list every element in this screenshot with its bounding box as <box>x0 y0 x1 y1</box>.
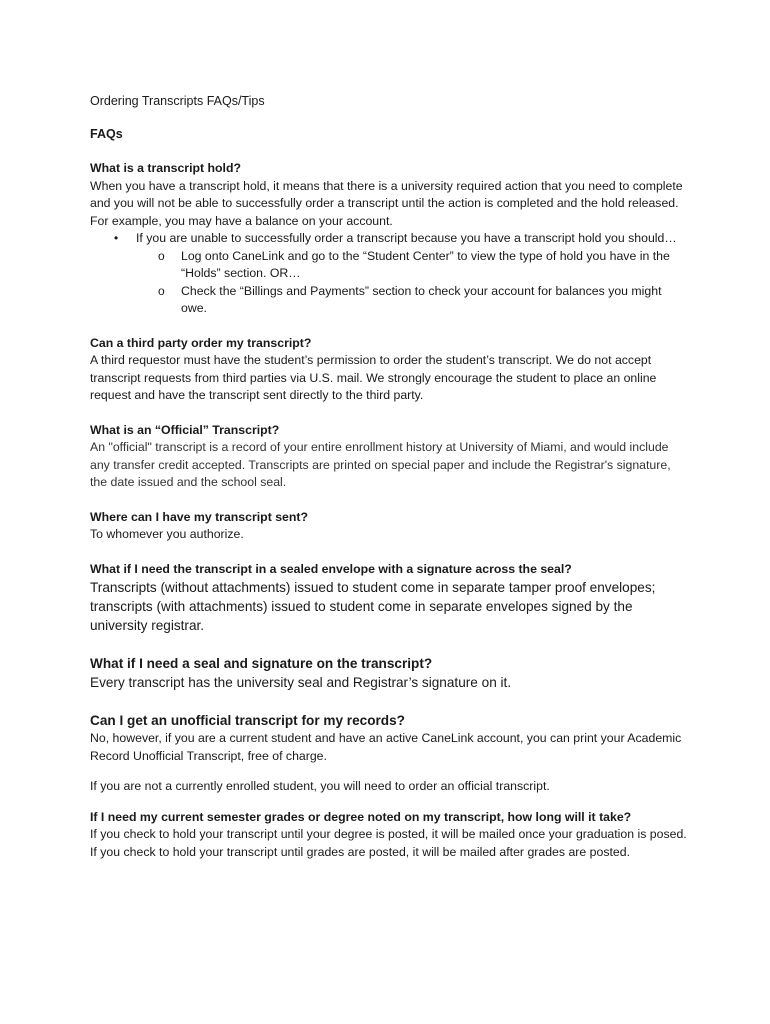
faq-question: What is a transcript hold? <box>90 161 241 175</box>
bullet-text: If you are unable to successfully order a transcript because you have a transcript hold you should… <box>136 231 677 245</box>
circle-bullet-icon: o <box>158 283 165 298</box>
faq-answer: Transcripts (without attachments) issued to student come in separate tamper proof envelopes; transcripts (with attachments) issued to student come in separate envelopes signed by the university registrar. <box>90 580 656 633</box>
faq-third-party <box>90 335 690 405</box>
faq-question: Can a third party order my transcript? <box>90 335 312 350</box>
sub-item <box>158 248 690 283</box>
faq-official-transcript <box>90 422 690 492</box>
faq-where-sent <box>90 509 690 544</box>
faq-seal-signature <box>90 654 690 692</box>
circle-bullet-icon: o <box>158 248 165 263</box>
faq-transcript-hold <box>90 160 690 318</box>
faq-question: If I need my current semester grades or degree noted on my transcript, how long will it take? <box>90 809 632 824</box>
sub-item-text: Check the “Billings and Payments” section to check your account for balances you might owe. <box>181 283 662 315</box>
document-title: Ordering Transcripts FAQs/Tips <box>90 94 265 108</box>
sub-list <box>136 248 690 318</box>
faq-question: Can I get an unofficial transcript for my records? <box>90 713 405 728</box>
faq-answer: No, however, if you are a current student and have an active CaneLink account, you can print your Academic Record Unofficial Transcript, free of charge. <box>90 731 682 763</box>
faq-grades-timing <box>90 809 690 862</box>
faq-answer: Every transcript has the university seal and Registrar’s signature on it. <box>90 675 512 690</box>
document-page <box>90 93 690 861</box>
faq-answer: An "official" transcript is a record of your entire enrollment history at University of Miami, and would include any transfer credit accepted. Transcripts are printed on special paper and include the Registrar's signature, the date issued and the school seal. <box>90 440 671 489</box>
bullet-icon: • <box>114 231 119 245</box>
faq-sealed-envelope <box>90 561 690 636</box>
faq-answer: A third requestor must have the student’s permission to order the student’s transcript. We do not accept transcript requests from third parties via U.S. mail. We strongly encourage the student to place an online request and have the transcript sent directly to the third party. <box>90 353 657 402</box>
faq-unofficial <box>90 711 690 796</box>
faq-answer: If you check to hold your transcript until your degree is posted, it will be mailed once your graduation is posed. If you check to hold your transcript until grades are posted, it will be mailed after grades are posted. <box>90 827 687 859</box>
faq-answer: When you have a transcript hold, it means that there is a university required action that you need to complete and you will not be able to successfully order a transcript until the action is completed and the hold released. For example, you may have a balance on your account. <box>90 178 683 228</box>
faq-answer: To whomever you authorize. <box>90 527 244 541</box>
sub-item <box>158 283 690 318</box>
bullet-item <box>114 230 690 318</box>
faq-answer-extra: If you are not a currently enrolled student, you will need to order an official transcript. <box>90 779 550 793</box>
bullet-list <box>90 230 690 318</box>
faq-question: Where can I have my transcript sent? <box>90 509 308 524</box>
faqs-heading: FAQs <box>90 127 123 141</box>
sub-item-text: Log onto CaneLink and go to the “Student Center” to view the type of hold you have in the “Holds” section. OR… <box>181 248 670 280</box>
faq-question: What if I need the transcript in a sealed envelope with a signature across the seal? <box>90 561 572 576</box>
faq-question: What if I need a seal and signature on the transcript? <box>90 656 433 671</box>
faq-question: What is an “Official” Transcript? <box>90 422 280 437</box>
